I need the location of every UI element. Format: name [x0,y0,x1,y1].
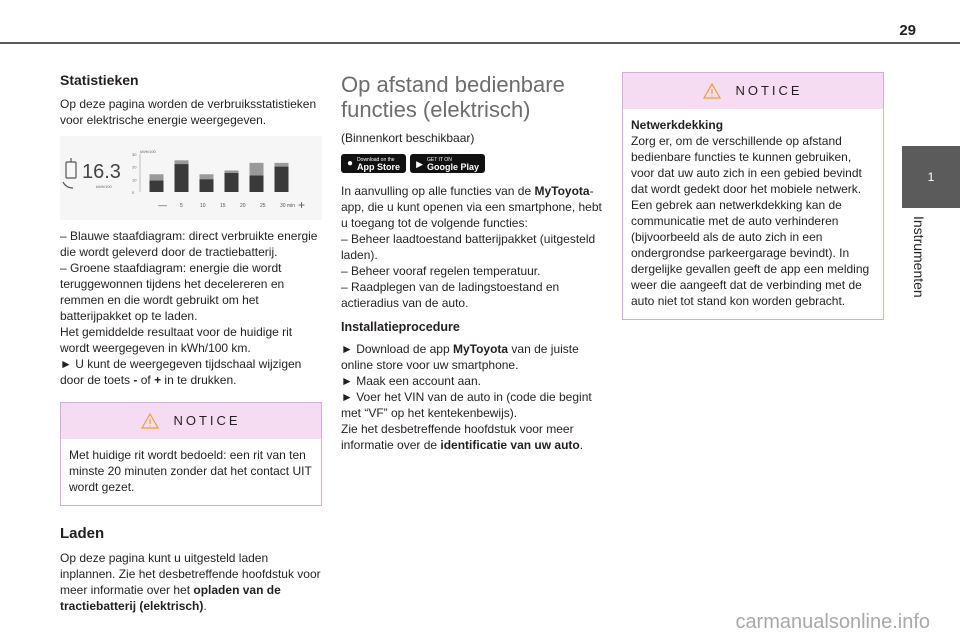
install-step: ► Maak een account aan. [341,374,481,388]
vin-reference [341,421,603,453]
feature-item: – Beheer laadtoestand batterijpakket (uitgesteld laden). [341,232,596,262]
blue-bar [250,176,264,192]
column-notice [622,72,884,320]
x-tick-label: 20 [240,203,246,209]
timescale-instruction [60,356,322,388]
page-number: 29 [899,22,916,39]
app-intro-end: -app, die u kunt openen via een smartphone, hebt u toegang tot de volgende functies: [341,184,602,230]
column-statistics [60,72,322,614]
feature-item: – Beheer vooraf regelen temperatuur. [341,264,541,278]
availability-note: (Binnenkort beschikbaar) [341,131,475,145]
chapter-tab[interactable]: 1 [902,146,960,208]
app-name: MyToyota [452,342,509,356]
timescale-end: in te drukken. [161,373,237,387]
charging-text [60,550,322,614]
notice-header [61,403,321,439]
y-tick-label: 0 [132,190,135,195]
app-name: MyToyota [534,184,590,198]
install-heading: Installatieprocedure [341,320,460,334]
charging-text-end: . [203,599,207,613]
average-description: Het gemiddelde resultaat voor de huidige rit wordt weergegeven in kWh/100 km. [60,325,293,355]
consumption-value: 16.3 [82,161,121,183]
timescale-of: of [137,373,155,387]
plus-symbol: + [154,373,162,387]
notice-box-network [622,72,884,320]
statistics-intro: Op deze pagina worden de verbruiksstatistieken voor elektrische energie weergegeven. [60,97,317,127]
charge-icon [63,158,76,188]
column-remote-functions [341,72,603,453]
notice-text: Met huidige rit wordt bedoeld: een rit van ten minste 20 minuten zonder dat het contact UIT wordt gezet. [69,448,312,494]
x-tick-label: 25 [260,203,266,209]
vin-reference-link: identificatie van uw auto [440,438,580,452]
notice-header [623,73,883,109]
app-intro [341,183,603,231]
minus-key[interactable]: — [158,200,167,210]
x-tick-label: 10 [200,203,206,209]
plus-key[interactable]: + [298,198,306,212]
app-intro-text: In aanvulling op alle functies van de [341,184,535,198]
network-coverage-heading: Netwerkdekking [631,118,724,132]
consumption-screen [60,136,322,220]
app-store-small: Download on the [357,156,395,163]
google-play-badge[interactable] [410,154,485,173]
blue-bar [275,167,289,192]
chapter-label: Instrumenten [911,216,927,298]
blue-bar-description: – Blauwe staafdiagram: direct verbruikte energie die wordt geleverd door de tractiebatterij. [60,229,318,259]
blue-bar [200,179,214,192]
remote-functions-title: Op afstand bedienbare functies (elektrisch) [341,72,565,122]
network-coverage-text-2: Een gebrek aan netwerkdekking kan de communicatie met de auto verhinderen (bijvoorbeeld als de auto zich in een ondergrondse parkeergarage bevindt). In dergelijke gevallen geeft de app een melding weer die aangeeft dat de verbinding met de auto niet tot stand kon worden gebracht. [631,198,870,308]
play-icon: ▶ [416,158,423,169]
apple-icon: ● [347,157,354,169]
install-step [341,341,603,373]
blue-bar [150,181,164,192]
timescale-text: ► U kunt de weergegeven tijdschaal wijzigen door de toets [60,357,302,387]
google-play-label: Google Play [426,161,479,172]
install-step: ► Voer het VIN van de auto in (code die begint met “VF” op het kentekenbewijs). [341,390,592,420]
vin-reference-text: Zie het desbetreffende hoofdstuk voor meer informatie over de [341,422,574,452]
y-tick-label: 20 [132,164,137,170]
y-axis-label: kWh/100 [140,149,156,154]
watermark: carmanualsonline.info [735,611,930,633]
x-tick-label: 15 [220,203,226,209]
charging-text-body: Op deze pagina kunt u uitgesteld laden inplannen. Zie het desbetreffende hoofdstuk voor meer informatie over het [60,551,321,597]
green-bar-description: – Groene staafdiagram: energie die wordt teruggewonnen tijdens het decelereren en remmen en die wordt gebruikt om het batterijpakket op te laden. [60,261,285,323]
install-step-text: ► Download de app [341,342,453,356]
x-tick-label: 5 [180,203,183,209]
consumption-chart [60,136,322,220]
blue-bar [225,173,239,192]
y-tick-label: 30 [132,152,137,157]
consumption-unit: kWh/100 [96,184,112,189]
blue-bar [175,164,189,192]
warning-icon [141,413,159,429]
google-play-small: GET IT ON [426,156,452,163]
vin-reference-end: . [579,438,584,452]
app-store-label: App Store [357,161,401,172]
charging-heading: Laden [60,525,105,542]
notice-title: NOTICE [173,413,241,428]
warning-icon [703,83,721,99]
app-store-badge[interactable] [341,154,406,173]
feature-item: – Raadplegen van de ladingstoestand en actieradius van de auto. [341,280,560,310]
x-tick-label: 30 min [280,203,296,209]
install-step-end: van de juiste online store voor uw smartphone. [341,342,579,372]
header-rule [0,42,960,44]
store-badges [341,154,603,173]
notice-title: NOTICE [735,83,803,98]
minus-symbol: - [133,373,138,387]
statistics-heading: Statistieken [60,72,139,88]
y-tick-label: 10 [132,177,137,183]
network-coverage-text: Zorg er, om de verschillende op afstand bedienbare functies te kunnen gebruiken, voor dat uw auto zich in een gebied bevindt dat wordt gedekt door het mobiele netwerk. [631,134,862,196]
notice-box-trip [60,402,322,506]
charging-link-text: opladen van de tractiebatterij (elektrisch) [60,583,281,613]
